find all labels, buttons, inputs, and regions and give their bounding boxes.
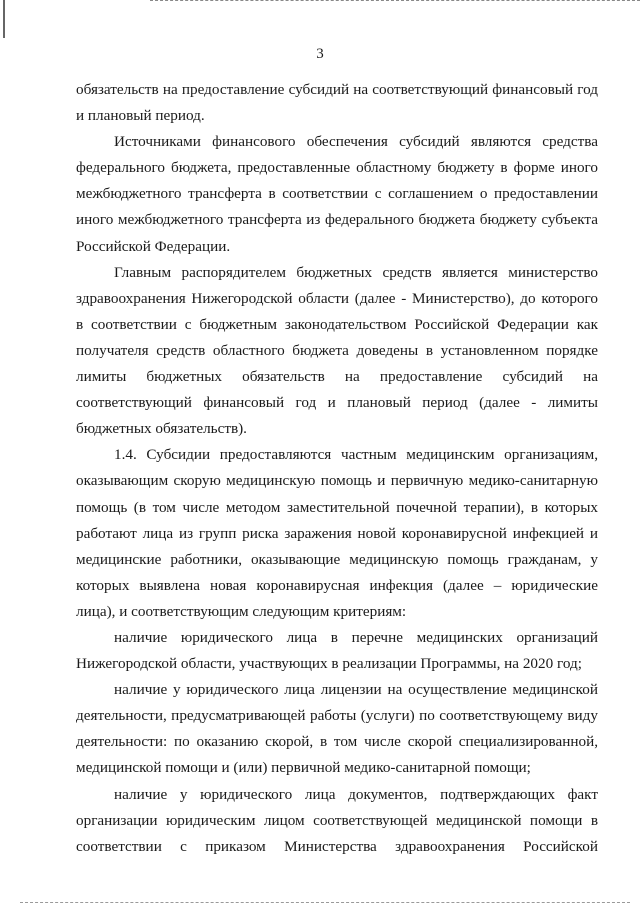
text-line: которых выявлена новая коронавирусная инфекция (далее – юридические	[76, 576, 598, 594]
text-line: деятельности, предусматривающей работы (услуги) по соответствующему виду	[76, 707, 598, 725]
text-line: соответствующий финансовый год и плановый период (далее - лимиты	[76, 394, 598, 412]
text-line: организации юридическим лицом соответствующей медицинской помощи в	[76, 811, 598, 829]
text-line: федерального бюджета, предоставленные областному бюджету в форме иного	[76, 159, 598, 177]
text-line: Нижегородской области, участвующих в реализации Программы, на 2020 год;	[76, 655, 582, 673]
text-line: иного межбюджетного трансферта из федерального бюджета бюджету субъекта	[76, 211, 598, 229]
text-line: Российской Федерации.	[76, 237, 231, 255]
text-line: 1.4. Субсидии предоставляются частным медицинским организациям,	[114, 446, 598, 464]
text-line: и плановый период.	[76, 107, 205, 125]
text-line: бюджетных обязательств).	[76, 420, 247, 438]
text-line: здравоохранения Нижегородской области (далее - Министерство), до которого	[76, 289, 598, 307]
text-line: наличие юридического лица в перечне медицинских организаций	[114, 628, 598, 646]
text-line: лица), и соответствующим следующим критериям:	[76, 602, 407, 620]
text-line: наличие у юридического лица лицензии на осуществление медицинской	[114, 681, 598, 699]
text-line: межбюджетного трансферта в соответствии с соглашением о предоставлении	[76, 185, 598, 203]
text-line: деятельности: по оказанию скорой, в том числе скорой специализированной,	[76, 733, 598, 751]
text-line: лимиты бюджетных обязательств на предоставление субсидий на	[76, 368, 598, 386]
page-number: 3	[316, 46, 324, 62]
text-line: Главным распорядителем бюджетных средств является министерство	[114, 263, 598, 281]
text-line: получателя средств областного бюджета доведены в установленном порядке	[76, 341, 598, 359]
text-line: оказывающим скорую медицинскую помощь и первичную медико-санитарную	[76, 472, 598, 490]
text-line: работают лица из групп риска заражения новой коронавирусной инфекцией и	[76, 524, 598, 542]
text-line: медицинские работники, оказывающие медицинскую помощь гражданам, у	[76, 550, 598, 568]
text-line: Источниками финансового обеспечения субсидий являются средства	[114, 133, 598, 151]
text-line: помощь (в том числе методом заместительной почечной терапии), в которых	[76, 498, 598, 516]
text-line: в соответствии с бюджетным законодательством Российской Федерации как	[76, 315, 598, 333]
text-line: медицинской помощи и (или) первичной медико-санитарной помощи;	[76, 759, 531, 777]
scan-edge-bottom	[20, 902, 630, 903]
scan-edge-left	[3, 0, 5, 38]
document-body	[76, 77, 598, 860]
text-line: наличие у юридического лица документов, подтверждающих факт	[114, 785, 598, 803]
text-line: обязательств на предоставление субсидий на соответствующий финансовый год	[76, 81, 598, 98]
text-line: соответствии с приказом Министерства здравоохранения Российской	[76, 837, 598, 855]
scan-edge-top	[150, 0, 640, 1]
